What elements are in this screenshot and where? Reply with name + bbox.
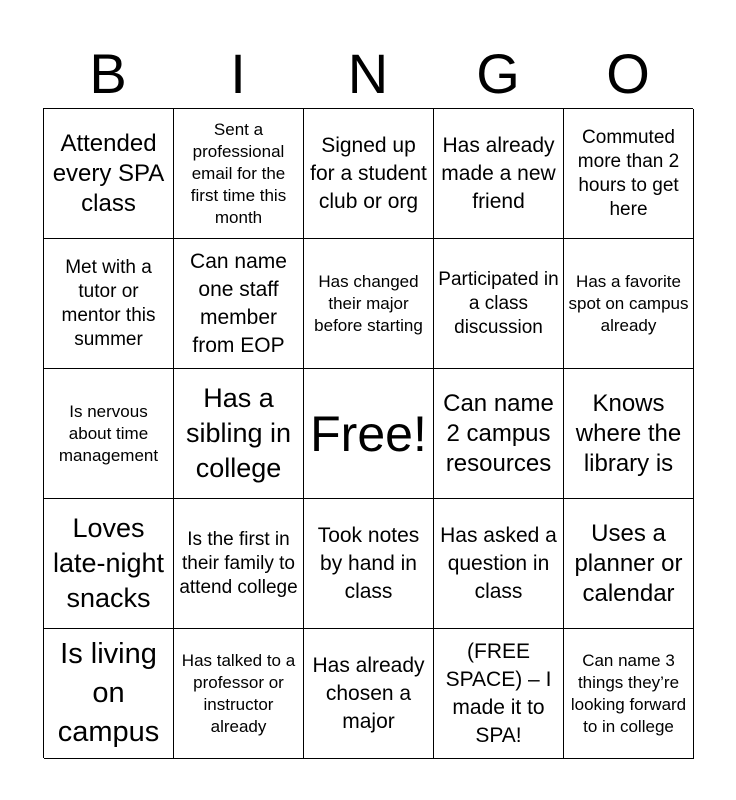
bingo-grid (43, 108, 693, 758)
cell-text: Attended every SPA class (52, 129, 165, 217)
bingo-cell[interactable] (434, 629, 564, 759)
cell-text: Can name 2 campus resources (443, 389, 554, 477)
bingo-cell[interactable] (44, 109, 174, 239)
bingo-cell[interactable] (564, 629, 694, 759)
bingo-cell[interactable] (44, 629, 174, 759)
bingo-cell[interactable] (564, 499, 694, 629)
header-letter-n: N (347, 42, 389, 105)
bingo-cell[interactable] (304, 239, 434, 369)
bingo-cell[interactable] (304, 109, 434, 239)
cell-text: Has a favorite spot on campus already (568, 271, 689, 335)
cell-text: Met with a tutor or mentor this summer (61, 256, 156, 350)
bingo-header (43, 40, 693, 108)
cell-text: Commuted more than 2 hours to get here (577, 126, 680, 220)
cell-text: Is the first in their family to attend college (179, 528, 298, 598)
bingo-cell[interactable] (434, 499, 564, 629)
bingo-cell[interactable] (304, 629, 434, 759)
cell-text: Took notes by hand in class (317, 523, 420, 603)
bingo-cell[interactable] (434, 369, 564, 499)
bingo-cell[interactable] (174, 369, 304, 499)
header-letter-o: O (606, 42, 650, 105)
cell-text: Uses a planner or calendar (574, 519, 683, 607)
cell-text: Sent a professional email for the first time this month (190, 119, 287, 227)
bingo-cell[interactable] (174, 499, 304, 629)
bingo-cell[interactable] (434, 239, 564, 369)
cell-text: Has a sibling in college (185, 383, 292, 483)
bingo-cell[interactable] (564, 109, 694, 239)
bingo-cell[interactable] (174, 239, 304, 369)
cell-text: Has talked to a professor or instructor already (181, 650, 296, 736)
header-letter-b: B (89, 42, 127, 105)
cell-text: Has already made a new friend (441, 133, 556, 213)
bingo-cell[interactable] (174, 109, 304, 239)
cell-text: Has asked a question in class (440, 523, 557, 603)
bingo-cell[interactable] (44, 369, 174, 499)
bingo-cell[interactable] (174, 629, 304, 759)
cell-text: Can name one staff member from EOP (190, 249, 287, 357)
cell-text: Is nervous about time management (58, 401, 159, 465)
bingo-cell[interactable] (44, 499, 174, 629)
cell-text: Is living on campus (57, 638, 160, 748)
cell-text: Participated in a class discussion (438, 268, 559, 338)
cell-text: Has already chosen a major (312, 653, 425, 733)
cell-text: Loves late-night snacks (52, 513, 165, 613)
bingo-cell[interactable] (44, 239, 174, 369)
header-letter-g: G (476, 42, 520, 105)
free-cell[interactable] (304, 369, 434, 499)
bingo-cell[interactable] (304, 499, 434, 629)
cell-text: Can name 3 things they’re looking forward to in college (570, 650, 687, 736)
cell-text: Has changed their major before starting (314, 271, 423, 335)
bingo-cell[interactable] (564, 369, 694, 499)
free-text: Free! (310, 405, 427, 462)
cell-text: (FREE SPACE) – I made it to SPA! (445, 639, 552, 747)
bingo-cell[interactable] (434, 109, 564, 239)
cell-text: Signed up for a student club or org (310, 133, 427, 213)
bingo-cell[interactable] (564, 239, 694, 369)
cell-text: Knows where the library is (575, 389, 682, 477)
header-letter-i: I (230, 42, 246, 105)
